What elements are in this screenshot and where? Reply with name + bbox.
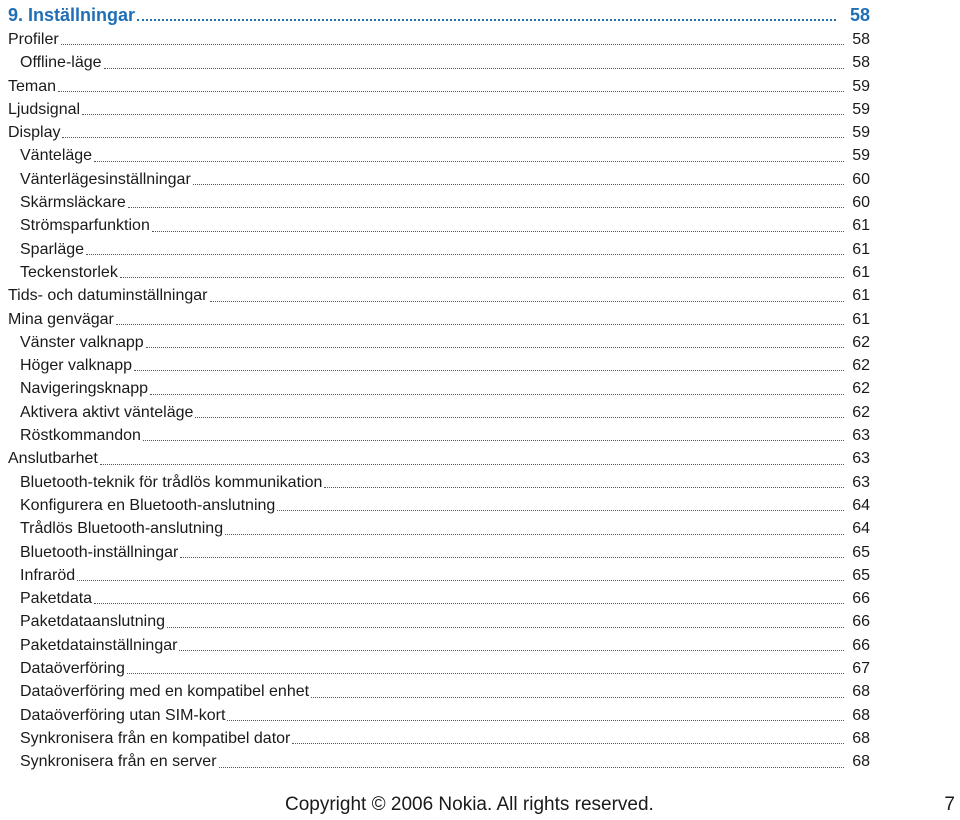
dot-leader — [94, 160, 844, 162]
dot-leader — [324, 486, 844, 488]
dot-leader — [150, 393, 844, 395]
toc-entry-title: Paketdataanslutning — [20, 613, 165, 631]
toc-entry-page: 61 — [852, 217, 870, 235]
dot-leader — [152, 230, 844, 232]
dot-leader — [137, 18, 836, 21]
toc-entry[interactable] — [8, 447, 870, 470]
toc-entry[interactable] — [8, 75, 870, 98]
toc-entries — [8, 28, 870, 774]
dot-leader — [195, 416, 844, 418]
toc-entry[interactable] — [8, 284, 870, 307]
table-of-contents — [8, 2, 870, 774]
toc-entry-page: 61 — [852, 287, 870, 305]
toc-entry[interactable] — [8, 587, 870, 610]
toc-entry[interactable] — [8, 331, 870, 354]
toc-entry[interactable] — [8, 750, 870, 773]
toc-entry[interactable] — [8, 401, 870, 424]
toc-entry[interactable] — [8, 564, 870, 587]
toc-entry-page: 68 — [852, 706, 870, 724]
toc-entry-title: Bluetooth-inställningar — [20, 543, 179, 561]
toc-entry-page: 63 — [852, 473, 870, 491]
toc-entry-page: 59 — [852, 147, 870, 165]
toc-entry-page: 60 — [852, 194, 870, 212]
dot-leader — [225, 533, 844, 535]
toc-entry-title: Teckenstorlek — [20, 263, 118, 281]
toc-entry-title: Ljudsignal — [8, 100, 81, 118]
dot-leader — [82, 113, 844, 115]
toc-entry-title: Vänster valknapp — [20, 333, 144, 351]
dot-leader — [61, 43, 844, 45]
toc-entry-page: 64 — [852, 520, 870, 538]
toc-entry-page: 61 — [852, 240, 870, 258]
toc-entry-page: 62 — [852, 333, 870, 351]
toc-entry-title: Display — [8, 124, 61, 142]
toc-entry-page: 63 — [852, 450, 870, 468]
toc-entry-page: 68 — [852, 683, 870, 701]
toc-entry[interactable] — [8, 144, 870, 167]
dot-leader — [58, 90, 844, 92]
dot-leader — [179, 649, 844, 651]
toc-entry-page: 58 — [852, 54, 870, 72]
dot-leader — [86, 253, 844, 255]
toc-entry-page: 62 — [852, 357, 870, 375]
toc-entry-title: Mina genvägar — [8, 310, 114, 328]
dot-leader — [167, 626, 844, 628]
toc-entry-title: Vänteläge — [20, 147, 93, 165]
toc-entry[interactable] — [8, 680, 870, 703]
toc-entry-title: Infraröd — [20, 566, 76, 584]
toc-entry[interactable] — [8, 471, 870, 494]
toc-heading-page: 58 — [849, 5, 870, 25]
toc-entry[interactable] — [8, 168, 870, 191]
toc-entry[interactable] — [8, 377, 870, 400]
toc-entry-page: 66 — [852, 636, 870, 654]
toc-entry-title: Dataöverföring utan SIM-kort — [20, 706, 226, 724]
toc-entry-title: Aktivera aktivt vänteläge — [20, 403, 194, 421]
toc-entry-page: 65 — [852, 543, 870, 561]
dot-leader — [134, 369, 844, 371]
toc-entry[interactable] — [8, 28, 870, 51]
toc-entry-page: 64 — [852, 496, 870, 514]
toc-entry-page: 58 — [852, 31, 870, 48]
dot-leader — [277, 509, 844, 511]
toc-entry-page: 62 — [852, 380, 870, 398]
toc-entry[interactable] — [8, 657, 870, 680]
page-number: 7 — [944, 794, 955, 815]
toc-entry-title: Konfigurera en Bluetooth-anslutning — [20, 496, 276, 514]
dot-leader — [94, 602, 844, 604]
toc-entry[interactable] — [8, 424, 870, 447]
toc-entry-title: Trådlös Bluetooth-anslutning — [20, 520, 224, 538]
toc-entry-page: 63 — [852, 427, 870, 445]
toc-entry[interactable] — [8, 541, 870, 564]
toc-entry[interactable] — [8, 704, 870, 727]
dot-leader — [128, 206, 844, 208]
dot-leader — [219, 766, 844, 768]
toc-heading[interactable] — [8, 2, 870, 28]
dot-leader — [292, 742, 844, 744]
toc-entry-title: Dataöverföring med en kompatibel enhet — [20, 683, 310, 701]
toc-entry-title: Sparläge — [20, 240, 85, 258]
toc-entry[interactable] — [8, 354, 870, 377]
toc-entry[interactable] — [8, 214, 870, 237]
toc-entry[interactable] — [8, 51, 870, 74]
toc-entry-page: 68 — [852, 753, 870, 771]
toc-entry-page: 68 — [852, 729, 870, 747]
dot-leader — [62, 136, 844, 138]
toc-entry-title: Tids- och datuminställningar — [8, 287, 208, 305]
copyright-notice: Copyright © 2006 Nokia. All rights reserved. — [285, 794, 654, 815]
toc-entry[interactable] — [8, 98, 870, 121]
toc-entry-page: 65 — [852, 566, 870, 584]
toc-entry[interactable] — [8, 727, 870, 750]
dot-leader — [193, 183, 844, 185]
toc-entry[interactable] — [8, 238, 870, 261]
toc-entry-title: Höger valknapp — [20, 357, 133, 375]
toc-entry-title: Paketdata — [20, 590, 93, 608]
dot-leader — [227, 719, 844, 721]
toc-entry-title: Strömsparfunktion — [20, 217, 150, 235]
toc-entry-title: Profiler — [8, 31, 59, 48]
dot-leader — [77, 579, 844, 581]
toc-entry-title: Paketdatainställningar — [20, 636, 178, 654]
toc-entry[interactable] — [8, 494, 870, 517]
toc-entry-title: Teman — [8, 77, 57, 95]
toc-entry[interactable] — [8, 308, 870, 331]
dot-leader — [146, 346, 844, 348]
toc-entry-page: 62 — [852, 403, 870, 421]
toc-entry-title: Synkronisera från en server — [20, 753, 217, 771]
toc-heading-title: 9. Inställningar — [8, 5, 136, 25]
dot-leader — [127, 672, 844, 674]
dot-leader — [104, 67, 844, 69]
toc-entry-title: Bluetooth-teknik för trådlös kommunikation — [20, 473, 323, 491]
toc-entry-page: 67 — [852, 660, 870, 678]
toc-entry-page: 59 — [852, 124, 870, 142]
toc-entry-page: 61 — [852, 263, 870, 281]
dot-leader — [210, 300, 845, 302]
toc-entry[interactable] — [8, 517, 870, 540]
dot-leader — [116, 323, 844, 325]
toc-entry-title: Dataöverföring — [20, 660, 125, 678]
toc-entry-title: Röstkommandon — [20, 427, 141, 445]
toc-entry-title: Anslutbarhet — [8, 450, 98, 468]
toc-entry-page: 60 — [852, 170, 870, 188]
dot-leader — [311, 696, 844, 698]
toc-entry-title: Navigeringsknapp — [20, 380, 149, 398]
toc-entry-page: 66 — [852, 613, 870, 631]
dot-leader — [180, 556, 844, 558]
page-footer — [0, 792, 960, 818]
toc-entry-page: 66 — [852, 590, 870, 608]
toc-entry-title: Vänterlägesinställningar — [20, 170, 191, 188]
dot-leader — [100, 463, 844, 465]
toc-entry-page: 61 — [852, 310, 870, 328]
toc-entry-title: Offline-läge — [20, 54, 102, 72]
toc-entry[interactable] — [8, 261, 870, 284]
toc-entry[interactable] — [8, 121, 870, 144]
toc-entry-title: Synkronisera från en kompatibel dator — [20, 729, 291, 747]
dot-leader — [143, 439, 844, 441]
toc-entry[interactable] — [8, 610, 870, 633]
dot-leader — [120, 276, 844, 278]
toc-entry-page: 59 — [852, 77, 870, 95]
toc-entry-page: 59 — [852, 100, 870, 118]
toc-entry[interactable] — [8, 191, 870, 214]
toc-entry[interactable] — [8, 634, 870, 657]
toc-entry-title: Skärmsläckare — [20, 194, 126, 212]
